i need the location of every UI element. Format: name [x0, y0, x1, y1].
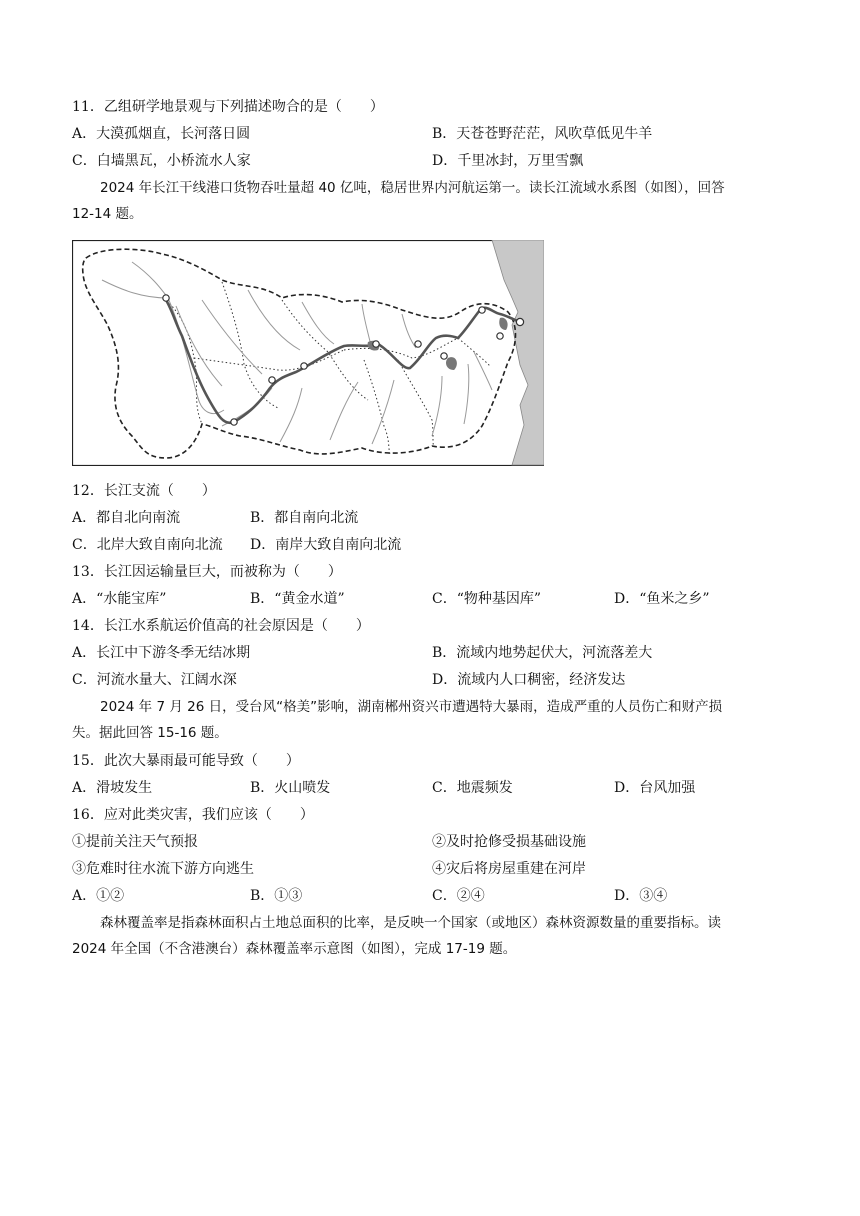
q11-stem: 11．乙组研学地景观与下列描述吻合的是（ ） — [72, 99, 384, 115]
q16-option-c: C．②④ — [432, 888, 485, 904]
q16-option-d: D．③④ — [614, 888, 668, 904]
passage3-line1: 森林覆盖率是指森林面积占土地总面积的比率，是反映一个国家（或地区）森林资源数量的重要指标。读 — [100, 915, 721, 931]
q13-option-d: D．“鱼米之乡” — [614, 591, 710, 607]
q16-choice-2: ②及时抢修受损基础设施 — [432, 834, 586, 850]
q12-option-c: C．北岸大致自南向北流 — [72, 537, 223, 553]
q13-stem: 13．长江因运输量巨大，而被称为（ ） — [72, 564, 342, 580]
q14-option-b: B．流域内地势起伏大，河流落差大 — [432, 645, 653, 661]
passage1-line1: 2024 年长江干线港口货物吞吐量超 40 亿吨，稳居世界内河航运第一。读长江流域水系图（如图），回答 — [100, 180, 725, 196]
q14-option-c: C．河流水量大、江阔水深 — [72, 672, 237, 688]
q15-option-d: D．台风加强 — [614, 780, 696, 796]
q15-option-b: B．火山喷发 — [250, 780, 331, 796]
q16-choice-3: ③危难时往水流下游方向逃生 — [72, 861, 254, 877]
q15-option-a: A．滑坡发生 — [72, 780, 153, 796]
q12-option-a: A．都自北向南流 — [72, 510, 181, 526]
q13-option-a: A．“水能宝库” — [72, 591, 167, 607]
q12-option-b: B．都自南向北流 — [250, 510, 359, 526]
q15-stem: 15．此次大暴雨最可能导致（ ） — [72, 753, 300, 769]
passage2-line1: 2024 年 7 月 26 日，受台风“格美”影响，湖南郴州资兴市遭遇特大暴雨，造成严重的人员伤亡和财产损 — [100, 699, 723, 715]
passage2-line2: 失。据此回答 15-16 题。 — [72, 725, 228, 741]
q16-option-a: A．①② — [72, 888, 125, 904]
q13-option-b: B．“黄金水道” — [250, 591, 345, 607]
yangtze-basin-map — [72, 240, 544, 466]
q16-choice-1: ①提前关注天气预报 — [72, 834, 198, 850]
q16-option-b: B．①③ — [250, 888, 303, 904]
q11-option-c: C．白墙黑瓦，小桥流水人家 — [72, 153, 251, 169]
passage1-line2: 12-14 题。 — [72, 206, 143, 222]
q12-stem: 12．长江支流（ ） — [72, 483, 216, 499]
q11-option-d: D．千里冰封，万里雪飘 — [432, 153, 584, 169]
q13-option-c: C．“物种基因库” — [432, 591, 542, 607]
q14-option-d: D．流域内人口稠密，经济发达 — [432, 672, 626, 688]
q11-option-a: A．大漠孤烟直，长河落日圆 — [72, 126, 251, 142]
q12-option-d: D．南岸大致自南向北流 — [250, 537, 402, 553]
q16-stem: 16．应对此类灾害，我们应该（ ） — [72, 807, 314, 823]
q14-stem: 14．长江水系航运价值高的社会原因是（ ） — [72, 618, 370, 634]
q14-option-a: A．长江中下游冬季无结冰期 — [72, 645, 251, 661]
q15-option-c: C．地震频发 — [432, 780, 513, 796]
q16-choice-4: ④灾后将房屋重建在河岸 — [432, 861, 586, 877]
passage3-line2: 2024 年全国（不含港澳台）森林覆盖率示意图（如图），完成 17-19 题。 — [72, 941, 517, 957]
q11-option-b: B．天苍苍野茫茫，风吹草低见牛羊 — [432, 126, 653, 142]
